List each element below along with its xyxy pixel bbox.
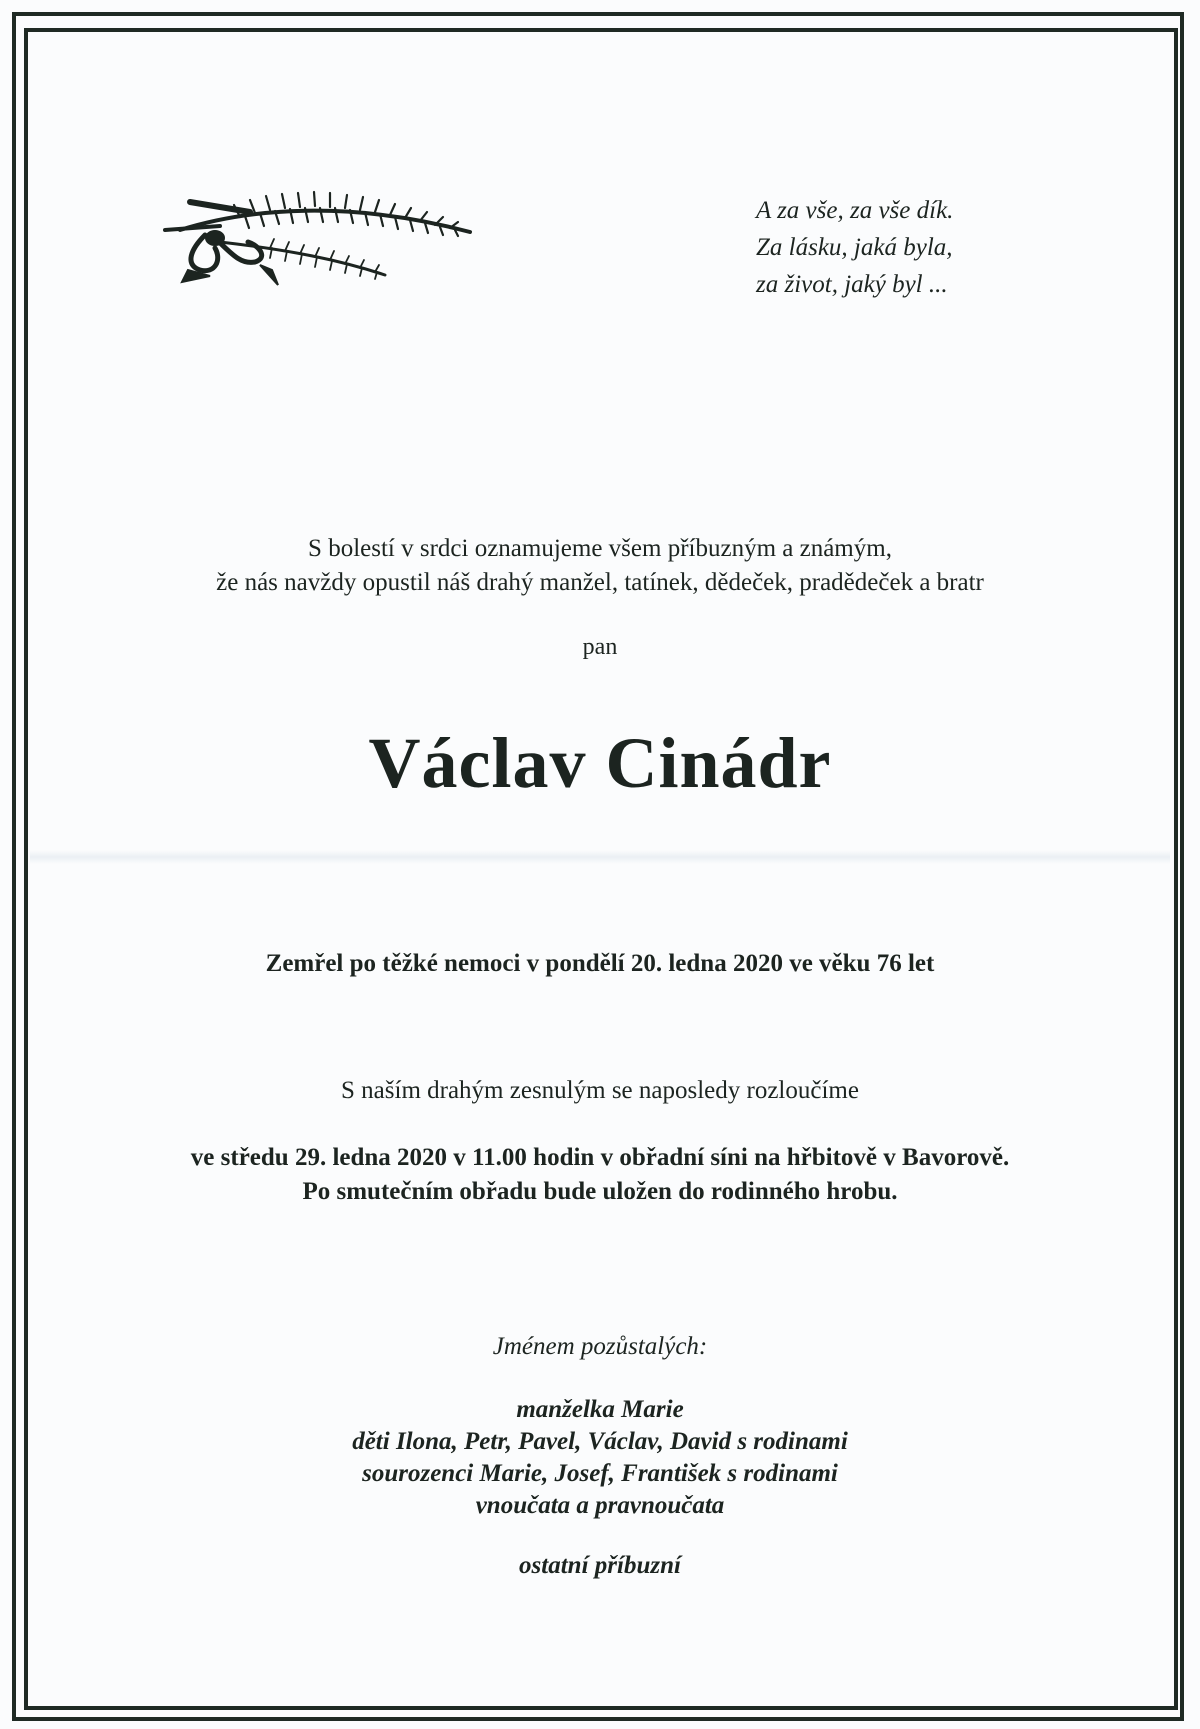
ceremony-line: ve středu 29. ledna 2020 v 11.00 hodin v obřadní síni na hřbitově v Bavorově. <box>190 1144 1010 1171</box>
palm-branch-icon <box>160 190 480 300</box>
deceased-name: Václav Cinádr <box>368 723 832 803</box>
announcement-intro <box>0 532 1200 600</box>
ceremony-line: Po smutečním obřadu bude uložen do rodinného hrobu. <box>302 1178 898 1205</box>
paper-fold <box>30 850 1170 864</box>
farewell-text: S naším drahým zesnulým se naposledy rozloučíme <box>341 1077 859 1104</box>
mourner-line: děti Ilona, Petr, Pavel, Václav, David s rodinami <box>352 1428 848 1455</box>
death-notice: Zemřel po těžké nemoci v pondělí 20. ledna 2020 ve věku 76 let <box>265 950 935 977</box>
ceremony-details <box>0 1141 1200 1209</box>
mourners-list <box>0 1394 1200 1522</box>
memorial-quote <box>756 192 1056 303</box>
mourner-line: sourozenci Marie, Josef, František s rodinami <box>362 1460 838 1487</box>
honorific: pan <box>582 634 618 660</box>
on-behalf-heading: Jménem pozůstalých: <box>492 1333 708 1360</box>
quote-line: Za lásku, jaká byla, <box>756 234 953 261</box>
mourner-line: manželka Marie <box>516 1396 684 1423</box>
intro-line: že nás navždy opustil náš drahý manžel, tatínek, dědeček, pradědeček a bratr <box>216 569 984 596</box>
quote-line: A za vše, za vše dík. <box>756 197 954 224</box>
intro-line: S bolestí v srdci oznamujeme všem příbuzným a známým, <box>308 535 892 562</box>
mourner-line: vnoučata a pravnoučata <box>475 1492 725 1519</box>
other-relatives: ostatní příbuzní <box>519 1552 681 1579</box>
quote-line: za život, jaký byl ... <box>756 271 948 298</box>
